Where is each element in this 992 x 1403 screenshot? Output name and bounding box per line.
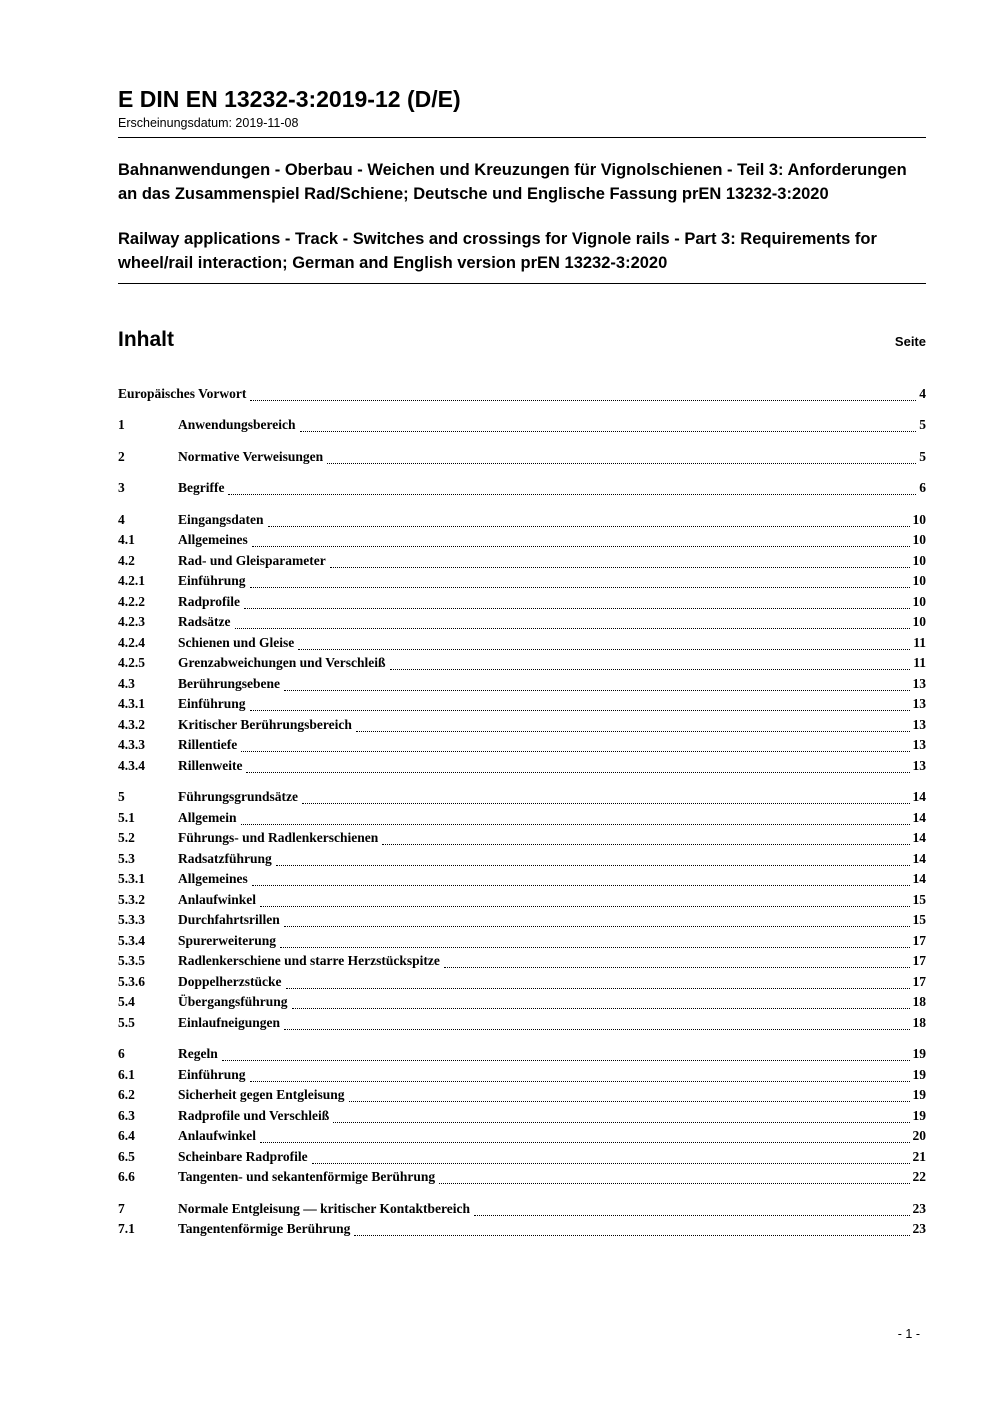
- toc-leader-dots: [268, 510, 910, 527]
- publication-date: Erscheinungsdatum: 2019-11-08: [118, 116, 299, 130]
- toc-leader-dots: [228, 478, 916, 495]
- toc-entry: [118, 756, 926, 777]
- toc-entry-number: 4: [118, 511, 125, 527]
- toc-entry: [118, 787, 926, 808]
- toc-leader-dots: [284, 910, 910, 927]
- toc-entry-title: Normative Verweisungen: [178, 448, 324, 464]
- toc-entry-page: 17: [912, 932, 926, 948]
- toc-leader-dots: [354, 1219, 909, 1236]
- toc-leader-dots: [241, 808, 910, 825]
- toc-entry-page: 14: [912, 850, 926, 866]
- toc-leader-dots: [244, 592, 909, 609]
- toc-entries: [118, 384, 926, 1240]
- footer-page-number: - 1 -: [897, 1327, 920, 1341]
- toc-entry-page: 11: [913, 655, 926, 671]
- toc-entry-title: Anlaufwinkel: [178, 891, 257, 907]
- toc-entry-number: 4.2: [118, 552, 135, 568]
- toc-entry-number: 5.3.6: [118, 973, 145, 989]
- toc-entry-page: 10: [912, 593, 926, 609]
- toc-entry: [118, 478, 926, 499]
- toc-entry: [118, 808, 926, 829]
- toc-entry-title: Radprofile und Verschleiß: [178, 1107, 330, 1123]
- toc-leader-dots: [390, 653, 911, 670]
- toc-entry: [118, 633, 926, 654]
- toc-entry-title: Führungsgrundsätze: [178, 789, 299, 805]
- toc-leader-dots: [252, 869, 910, 886]
- toc-entry-title: Rillentiefe: [178, 737, 238, 753]
- toc-entry-page: 14: [912, 809, 926, 825]
- toc-leader-dots: [439, 1167, 909, 1184]
- toc-entry-number: 7: [118, 1200, 125, 1216]
- toc-leader-dots: [474, 1199, 910, 1216]
- toc-entry-number: 5.3.5: [118, 953, 145, 969]
- toc-entry-number: 7.1: [118, 1221, 135, 1237]
- toc-entry-number: 5.2: [118, 830, 135, 846]
- toc-entry: [118, 674, 926, 695]
- toc-leader-dots: [302, 787, 909, 804]
- toc-entry: [118, 951, 926, 972]
- toc-entry-number: 6.1: [118, 1066, 135, 1082]
- toc-entry-title: Allgemeines: [178, 871, 248, 887]
- toc-entry-page: 18: [912, 994, 926, 1010]
- toc-entry-page: 11: [913, 634, 926, 650]
- toc-page-column-label: Seite: [894, 333, 926, 349]
- toc-entry-title: Scheinbare Radprofile: [178, 1148, 308, 1164]
- toc-entry-page: 20: [912, 1128, 926, 1144]
- toc-entry-number: 6: [118, 1046, 125, 1062]
- toc-entry-page: 13: [912, 675, 926, 691]
- toc-entry-title: Radlenkerschiene und starre Herzstückspitze: [178, 953, 440, 969]
- toc-entry-title: Tangentenförmige Berührung: [178, 1221, 351, 1237]
- toc-entry: [118, 1044, 926, 1065]
- toc-entry-number: 5: [118, 789, 125, 805]
- toc-entry-title: Durchfahrtsrillen: [178, 912, 280, 928]
- toc-entry: [118, 931, 926, 952]
- toc-entry: [118, 447, 926, 468]
- toc-leader-dots: [250, 384, 916, 401]
- toc-leader-dots: [250, 1065, 910, 1082]
- toc-leader-dots: [284, 1013, 909, 1030]
- toc-entry: [118, 1065, 926, 1086]
- toc-leader-dots: [284, 674, 909, 691]
- toc-entry-page: 19: [912, 1107, 926, 1123]
- toc-entry-page: 22: [912, 1169, 926, 1185]
- toc-entry-number: 5.3: [118, 850, 135, 866]
- toc-entry: [118, 910, 926, 931]
- toc-entry: [118, 510, 926, 531]
- toc-leader-dots: [250, 694, 910, 711]
- toc-entry-number: 3: [118, 480, 125, 496]
- toc-entry-title: Berührungsebene: [178, 675, 281, 691]
- toc-leader-dots: [292, 992, 910, 1009]
- toc-entry-title: Radprofile: [178, 593, 241, 609]
- toc-entry-title: Anlaufwinkel: [178, 1128, 257, 1144]
- toc-entry-page: 21: [912, 1148, 926, 1164]
- toc-header-row: [118, 328, 926, 352]
- toc-entry-page: 18: [912, 1014, 926, 1030]
- toc-entry-page: 6: [919, 480, 926, 496]
- toc-entry-page: 23: [912, 1221, 926, 1237]
- toc-leader-dots: [252, 530, 910, 547]
- document-title: E DIN EN 13232-3:2019-12 (D/E): [118, 86, 461, 112]
- toc-entry: [118, 1085, 926, 1106]
- toc-entry-page: 10: [912, 552, 926, 568]
- toc-entry: [118, 890, 926, 911]
- toc-entry-number: 4.3: [118, 675, 135, 691]
- toc-entry-number: 5.3.4: [118, 932, 145, 948]
- toc-leader-dots: [286, 972, 910, 989]
- toc-leader-dots: [222, 1044, 910, 1061]
- toc-entry-number: 4.1: [118, 532, 135, 548]
- toc-leader-dots: [250, 571, 910, 588]
- toc-entry-page: 13: [912, 716, 926, 732]
- toc-entry-page: 15: [912, 891, 926, 907]
- toc-entry-number: 6.2: [118, 1087, 135, 1103]
- toc-leader-dots: [330, 551, 910, 568]
- toc-entry-number: 6.5: [118, 1148, 135, 1164]
- toc-entry: [118, 694, 926, 715]
- toc-leader-dots: [312, 1147, 910, 1164]
- toc-entry-number: 5.4: [118, 994, 135, 1010]
- toc-leader-dots: [356, 715, 910, 732]
- toc-entry-page: 13: [912, 757, 926, 773]
- toc-entry: [118, 592, 926, 613]
- toc-leader-dots: [246, 756, 909, 773]
- toc-entry-number: 4.2.4: [118, 634, 145, 650]
- toc-entry-page: 17: [912, 973, 926, 989]
- toc-entry-page: 10: [912, 511, 926, 527]
- toc-entry-number: 4.3.3: [118, 737, 145, 753]
- toc-entry: [118, 384, 926, 405]
- toc-entry: [118, 1106, 926, 1127]
- toc-entry-title: Einlaufneigungen: [178, 1014, 281, 1030]
- toc-entry-title: Allgemein: [178, 809, 237, 825]
- toc-entry-page: 10: [912, 614, 926, 630]
- toc-entry-page: 19: [912, 1087, 926, 1103]
- toc-entry-title: Radsätze: [178, 614, 231, 630]
- toc-entry-title: Doppelherzstücke: [178, 973, 282, 989]
- toc-entry-page: 5: [919, 448, 926, 464]
- toc-entry: [118, 571, 926, 592]
- toc-entry-title: Eingangsdaten: [178, 511, 264, 527]
- toc-entry-number: 4.3.1: [118, 696, 145, 712]
- toc-entry-number: 5.3.1: [118, 871, 145, 887]
- toc-entry-title: Einführung: [178, 1066, 246, 1082]
- toc-entry-number: 6.4: [118, 1128, 135, 1144]
- toc-entry-title: Rillenweite: [178, 757, 243, 773]
- toc-entry-page: 13: [912, 737, 926, 753]
- toc-entry: [118, 612, 926, 633]
- toc-entry-title: Spurerweiterung: [178, 932, 276, 948]
- toc-entry-number: 4.2.3: [118, 614, 145, 630]
- toc-entry: [118, 1219, 926, 1240]
- toc-entry-title: Anwendungsbereich: [178, 417, 296, 433]
- toc-entry-page: 14: [912, 789, 926, 805]
- toc-entry: [118, 972, 926, 993]
- header-divider: [118, 137, 926, 138]
- toc-entry-page: 19: [912, 1066, 926, 1082]
- toc-entry: [118, 551, 926, 572]
- toc-entry: [118, 530, 926, 551]
- toc-entry-title: Schienen und Gleise: [178, 634, 295, 650]
- toc-leader-dots: [382, 828, 909, 845]
- toc-entry: [118, 715, 926, 736]
- toc-entry-title: Führungs- und Radlenkerschienen: [178, 830, 379, 846]
- toc-leader-dots: [327, 447, 916, 464]
- toc-leader-dots: [276, 849, 910, 866]
- toc-entry-page: 4: [919, 385, 926, 401]
- toc-entry-title: Regeln: [178, 1046, 218, 1062]
- toc-leader-dots: [300, 415, 917, 432]
- toc-entry-title: Allgemeines: [178, 532, 248, 548]
- toc-entry-number: 2: [118, 448, 125, 464]
- toc-entry-title: Tangenten- und sekantenförmige Berührung: [178, 1169, 436, 1185]
- toc-entry-title: Einführung: [178, 696, 246, 712]
- toc-entry-title: Einführung: [178, 573, 246, 589]
- toc-entry: [118, 1126, 926, 1147]
- toc-leader-dots: [349, 1085, 910, 1102]
- toc-entry-title: Radsatzführung: [178, 850, 272, 866]
- toc-entry-title: Rad- und Gleisparameter: [178, 552, 326, 568]
- toc-entry: [118, 1013, 926, 1034]
- toc-entry-number: 4.2.2: [118, 593, 145, 609]
- toc-entry-number: 4.3.4: [118, 757, 145, 773]
- toc-entry-page: 23: [912, 1200, 926, 1216]
- toc-entry-page: 19: [912, 1046, 926, 1062]
- toc-entry-number: 5.3.2: [118, 891, 145, 907]
- toc-entry-page: 17: [912, 953, 926, 969]
- toc-entry-title: Übergangsführung: [178, 994, 288, 1010]
- toc-entry-title: Kritischer Berührungsbereich: [178, 716, 352, 732]
- toc-entry-page: 13: [912, 696, 926, 712]
- toc-entry: [118, 992, 926, 1013]
- toc-entry-title: Begriffe: [178, 480, 225, 496]
- toc-leader-dots: [260, 890, 909, 907]
- toc-leader-dots: [260, 1126, 909, 1143]
- toc-entry-number: 4.3.2: [118, 716, 145, 732]
- toc-entry: [118, 415, 926, 436]
- toc-entry: [118, 869, 926, 890]
- toc-entry-page: 14: [912, 830, 926, 846]
- toc-entry-number: 5.1: [118, 809, 135, 825]
- toc-entry-title: Normale Entgleisung — kritischer Kontaktbereich: [178, 1200, 470, 1216]
- toc-entry-page: 10: [912, 573, 926, 589]
- toc-entry-title: Sicherheit gegen Entgleisung: [178, 1087, 345, 1103]
- toc-entry: [118, 828, 926, 849]
- toc-leader-dots: [280, 931, 910, 948]
- toc-entry-number: 5.3.3: [118, 912, 145, 928]
- toc-entry-title: Europäisches Vorwort: [118, 385, 247, 401]
- toc-entry-number: 5.5: [118, 1014, 135, 1030]
- toc-entry-number: 4.2.5: [118, 655, 145, 671]
- standard-title-german: Bahnanwendungen - Oberbau - Weichen und Kreuzungen für Vignolschienen - Teil 3: Anforderungen an das Zusammenspiel Rad/Schiene; Deutsche und Englische Fassung prEN 13232-3:2020: [118, 161, 907, 203]
- toc-leader-dots: [241, 735, 909, 752]
- toc-entry-page: 10: [912, 532, 926, 548]
- standard-title-english: Railway applications - Track - Switches and crossings for Vignole rails - Part 3: Requirements for wheel/rail interaction; German and English version prEN 13232-3:2020: [118, 229, 877, 272]
- toc-heading: Inhalt: [118, 327, 174, 351]
- toc-entry: [118, 1199, 926, 1220]
- toc-entry-number: 4.2.1: [118, 573, 145, 589]
- toc-leader-dots: [235, 612, 910, 629]
- toc-entry-page: 15: [912, 912, 926, 928]
- toc-entry: [118, 849, 926, 870]
- toc-entry: [118, 1167, 926, 1188]
- toc-entry-number: 6.6: [118, 1169, 135, 1185]
- toc-entry: [118, 653, 926, 674]
- toc-leader-dots: [444, 951, 910, 968]
- toc-leader-dots: [298, 633, 910, 650]
- toc-entry-title: Grenzabweichungen und Verschleiß: [178, 655, 386, 671]
- title-divider: [118, 283, 926, 284]
- toc-entry-number: 6.3: [118, 1107, 135, 1123]
- toc-entry-page: 5: [919, 417, 926, 433]
- toc-entry-number: 1: [118, 417, 125, 433]
- toc-entry: [118, 1147, 926, 1168]
- toc-leader-dots: [333, 1106, 909, 1123]
- toc-entry-page: 14: [912, 871, 926, 887]
- toc-entry: [118, 735, 926, 756]
